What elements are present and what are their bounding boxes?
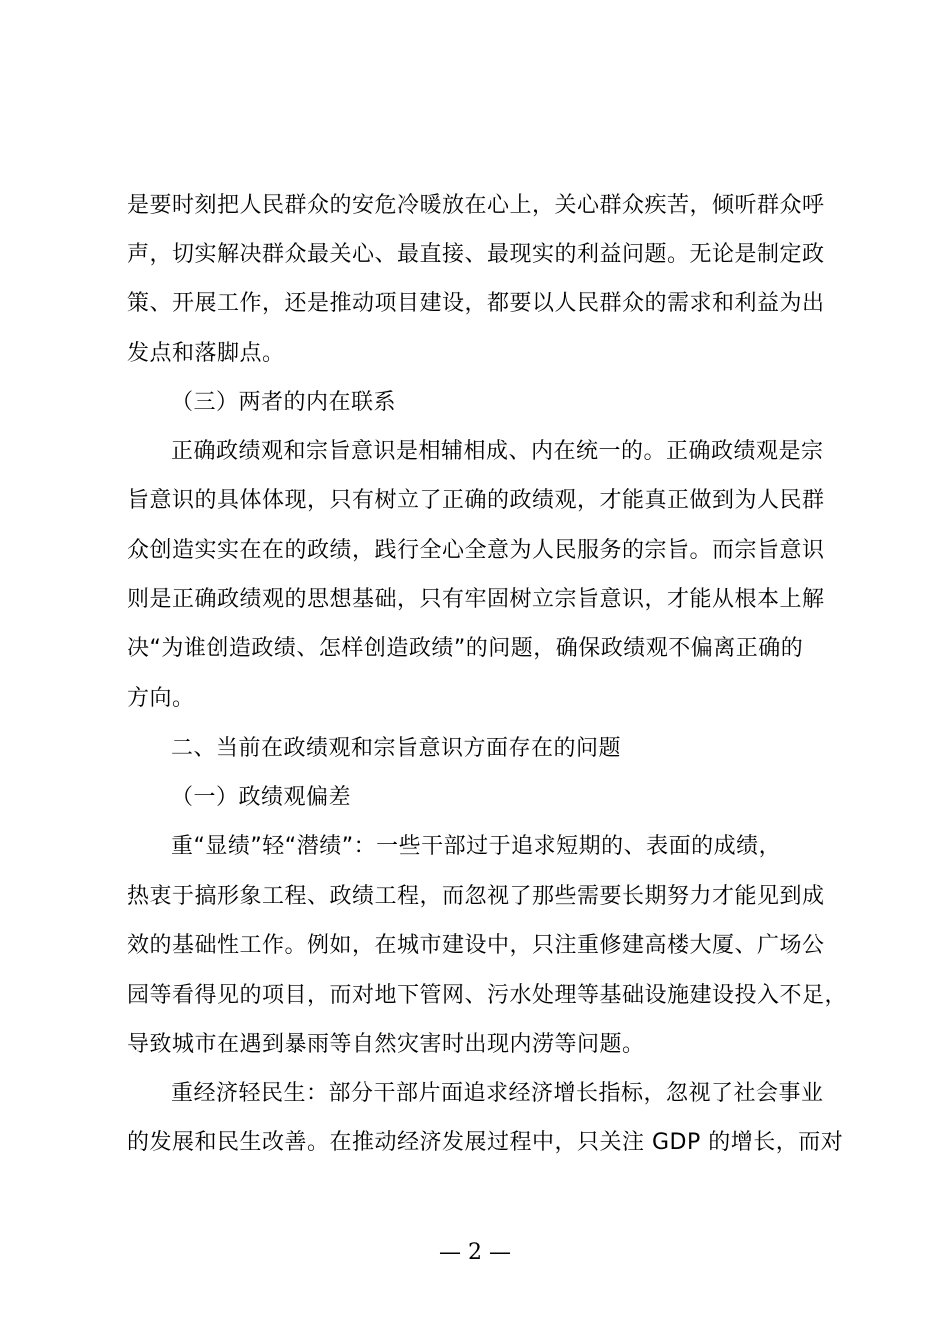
text-line: 重经济轻民生：部分干部片面追求经济增长指标，忽视了社会事业 bbox=[171, 1081, 824, 1106]
text-line: 策、开展工作，还是推动项目建设，都要以人民群众的需求和利益为出 bbox=[127, 291, 825, 316]
section-heading: 二、当前在政绩观和宗旨意识方面存在的问题 bbox=[171, 736, 622, 761]
text-line: 决“为谁创造政绩、怎样创造政绩”的问题，确保政绩观不偏离正确的 bbox=[127, 636, 804, 661]
text-line: 声，切实解决群众最关心、最直接、最现实的利益问题。无论是制定政 bbox=[127, 242, 825, 267]
section-heading: （三）两者的内在联系 bbox=[171, 390, 397, 415]
text-line: 发点和落脚点。 bbox=[127, 341, 285, 366]
text-line: 旨意识的具体体现，只有树立了正确的政绩观，才能真正做到为人民群 bbox=[127, 488, 825, 513]
text-line: 方向。 bbox=[127, 686, 195, 711]
text-line: 正确政绩观和宗旨意识是相辅相成、内在统一的。正确政绩观是宗 bbox=[171, 439, 824, 464]
page-number: — 2 — bbox=[439, 1240, 511, 1265]
text-line: 的发展和民生改善。在推动经济发展过程中，只关注 GDP 的增长，而对 bbox=[127, 1130, 844, 1155]
text-line: 热衷于搞形象工程、政绩工程，而忽视了那些需要长期努力才能见到成 bbox=[127, 884, 825, 909]
text-line: 众创造实实在在的政绩，践行全心全意为人民服务的宗旨。而宗旨意识 bbox=[127, 538, 825, 563]
text-line: 效的基础性工作。例如，在城市建设中，只注重修建高楼大厦、广场公 bbox=[127, 933, 825, 958]
text-line: 导致城市在遇到暴雨等自然灾害时出现内涝等问题。 bbox=[127, 1032, 645, 1057]
text-line: 是要时刻把人民群众的安危冷暖放在心上，关心群众疾苦，倾听群众呼 bbox=[127, 193, 825, 218]
section-heading: （一）政绩观偏差 bbox=[171, 785, 352, 810]
text-line: 重“显绩”轻“潜绩”：一些干部过于追求短期的、表面的成绩， bbox=[171, 834, 782, 859]
text-line: 则是正确政绩观的思想基础，只有牢固树立宗旨意识，才能从根本上解 bbox=[127, 587, 825, 612]
text-line: 园等看得见的项目，而对地下管网、污水处理等基础设施建设投入不足， bbox=[127, 983, 848, 1008]
